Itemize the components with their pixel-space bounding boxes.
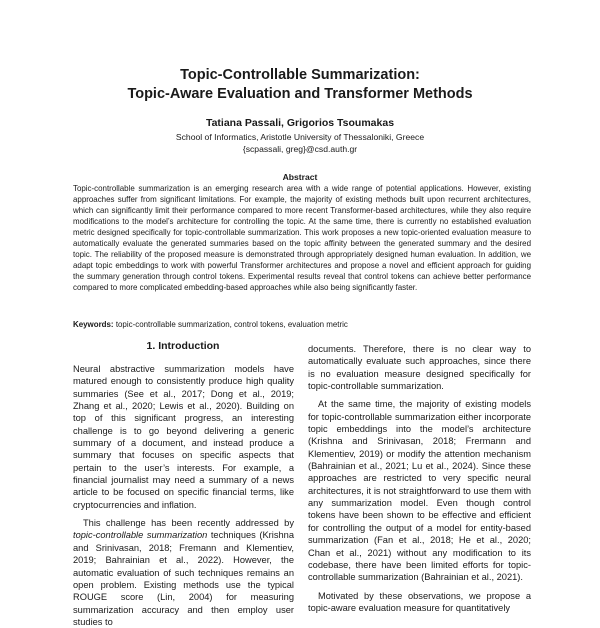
intro-paragraph-2 (73, 517, 294, 628)
keywords-text: topic-controllable summarization, control tokens, evaluation metric (115, 320, 348, 329)
paper-title-line-2: Topic-Aware Evaluation and Transformer Methods (127, 86, 473, 102)
intro-paragraph-2-start: This challenge has been recently addressed by (83, 518, 294, 529)
keywords-line (73, 319, 531, 330)
intro-paragraph-4: Motivated by these observations, we propose a topic-aware evaluation measure for quantitatively (308, 590, 531, 613)
paper-title-line-1: Topic-Controllable Summarization: (180, 67, 420, 83)
affiliation: School of Informatics, Aristotle University of Thessaloniki, Greece (175, 132, 425, 142)
paper-title (0, 66, 600, 104)
right-column (308, 343, 531, 614)
author-emails: {scpassali, greg}@csd.auth.gr (242, 144, 358, 154)
intro-paragraph-2-rest: techniques (Krishna and Srinivasan, 2018; Fremann and Klementiev, 2019; Bahrainian et al., 2022). However, the automatic evaluation of such techniques remains an open problem. Existing methods use the typical ROUGE score (Lin, 2004) for measuring summarization accuracy and then employ user studies to (73, 530, 294, 627)
keywords-label: Keywords: (73, 320, 114, 329)
author-list: Tatiana Passali, Grigorios Tsoumakas (205, 117, 395, 129)
left-column (73, 363, 294, 628)
intro-paragraph-1: Neural abstractive summarization models have matured enough to consistently produce high quality summaries (See et al., 2017; Dong et al., 2019; Zhang et al., 2020; Lewis et al., 2020). Building on top of this significant progress, an interesting challenge is to go beyond delivering a generic summary of a document, and instead produce a summary that focuses on specific aspects that pertain to the user’s interests. For example, a financial journalist may need a summary of a news article to be focused on specific financial terms, like cryptocurrencies and inflation. (73, 364, 294, 510)
section-heading-introduction: 1. Introduction (146, 340, 220, 352)
abstract-heading: Abstract (282, 172, 318, 182)
author-affiliation-block (0, 131, 600, 155)
abstract-text: Topic-controllable summarization is an emerging research area with a wide range of potential applications. However, existing approaches suffer from significant limitations. For example, the majority of existing methods built upon recurrent architectures, which can significantly limit their performance compared to more recent Transformer-based architectures, while they also require modifications to the model’s architecture for controlling the topic. At the same time, there is currently no established evaluation metric designed specifically for topic-controllable summarization. This work proposes a new topic-oriented evaluation measure to automatically evaluate the generated summaries based on the topic affinity between the generated summary and the desired topic. The reliability of the proposed measure is demonstrated through appropriately designed human evaluation. In addition, we adapt topic embeddings to work with powerful Transformer architectures and propose a novel and efficient approach for guiding the summary generation through control tokens. Experimental results reveal that control tokens can achieve better performance compared to more complicated embedding-based approaches while also being significantly faster. (73, 184, 531, 292)
intro-paragraph-continued: documents. Therefore, there is no clear way to automatically evaluate such approaches, since there is no evaluation measure designed specifically for topic-controllable summarization. (308, 344, 531, 392)
intro-paragraph-3: At the same time, the majority of existing models for topic-controllable summarization either incorporate topic embeddings into the model’s architecture (Krishna and Srinivasan, 2018; Frermann and Klementiev, 2019) or modify the attention mechanism (Bahrainian et al., 2021; Lu et al., 2024). Since these approaches are restricted to very specific neural architectures, it is not straightforward to use them with any summarization model. Even though control tokens have been shown to be effective and efficient for controlling the output of a model for entity-based summarization (Fan et al., 2018; He et al., 2020; Chan et al., 2021) without any modification to its codebase, there have been limited efforts for topic-controllable summarization (Bahrainian et al., 2021). (308, 399, 531, 583)
intro-paragraph-2-emphasis: topic-controllable summarization (73, 530, 208, 541)
